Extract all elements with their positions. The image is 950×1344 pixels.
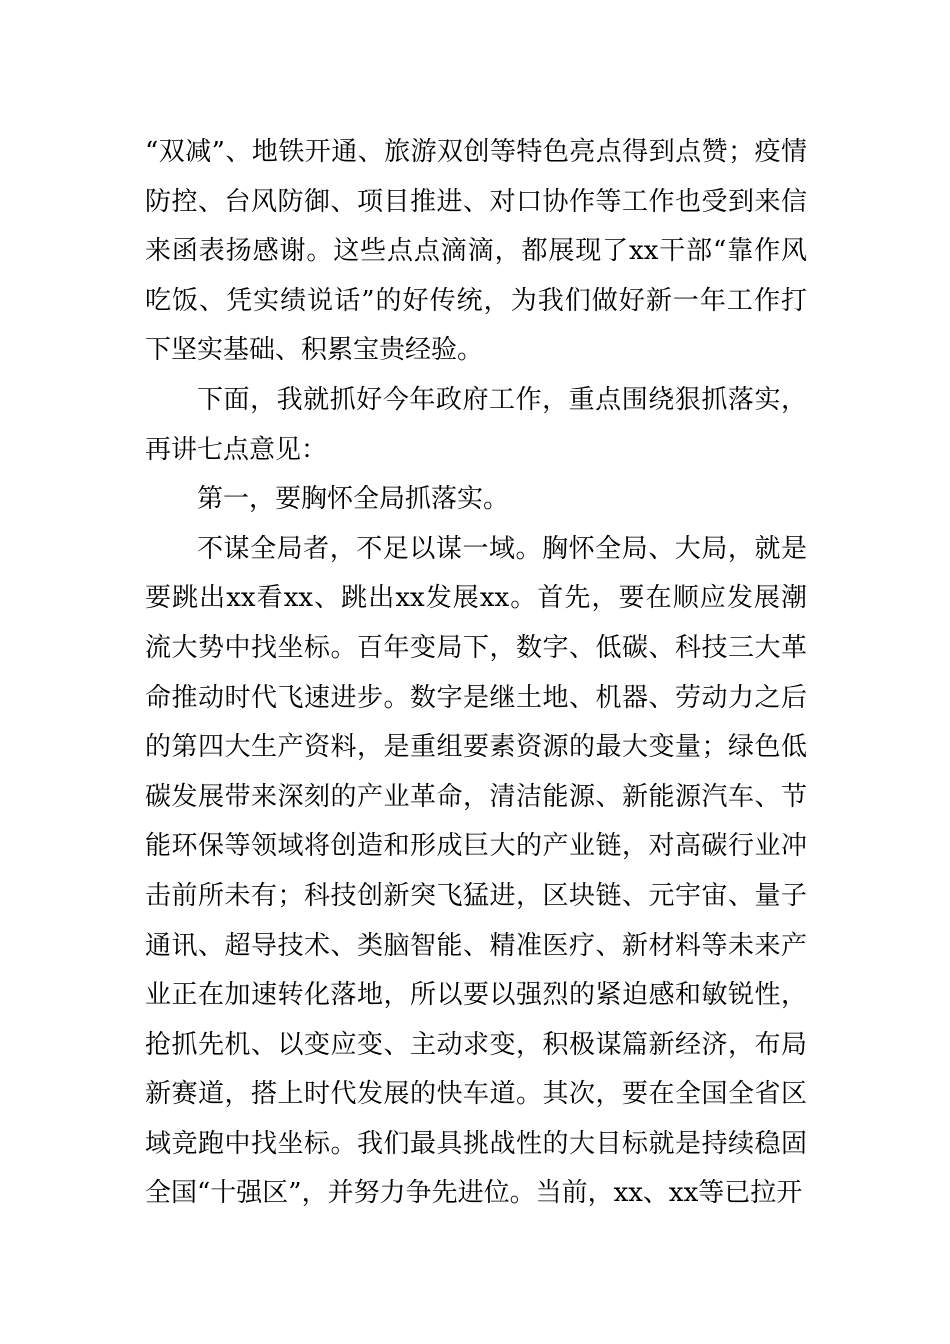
document-body — [145, 128, 807, 1219]
paragraph-achievements: “双减”、地铁开通、旅游双创等特色亮点得到点赞；疫情防控、台风防御、项目推进、对口协作等工作也受到来信来函表扬感谢。这些点点滴滴，都展现了xx干部“靠作风吃饭、凭实绩说话”的好传统，为我们做好新一年工作打下坚实基础、积累宝贵经验。 — [145, 137, 807, 366]
paragraph-first-point-body: 不谋全局者，不足以谋一域。胸怀全局、大局，就是要跳出xx看xx、跳出xx发展xx。首先，要在顺应发展潮流大势中找坐标。百年变局下，数字、低碳、科技三大革命推动时代飞速进步。数字是继土地、机器、劳动力之后的第四大生产资料，是重组要素资源的最大变量；绿色低碳发展带来深刻的产业革命，清洁能源、新能源汽车、节能环保等领域将创造和形成巨大的产业链，对高碳行业冲击前所未有；科技创新突飞猛进，区块链、元宇宙、量子通讯、超导技术、类脑智能、精准医疗、新材料等未来产业正在加速转化落地，所以要以强烈的紧迫感和敏锐性，抢抓先机、以变应变、主动求变，积极谋篇新经济，布局新赛道，搭上时代发展的快车道。其次，要在全国全省区域竞跑中找坐标。我们最具挑战性的大目标就是持续稳固全国“十强区”，并努力争先进位。当前，xx、xx等已拉开 — [145, 533, 807, 1209]
paragraph-intro-seven-points: 下面，我就抓好今年政府工作，重点围绕狠抓落实，再讲七点意见： — [145, 384, 807, 465]
section-heading-first-point: 第一，要胸怀全局抓落实。 — [197, 484, 510, 515]
